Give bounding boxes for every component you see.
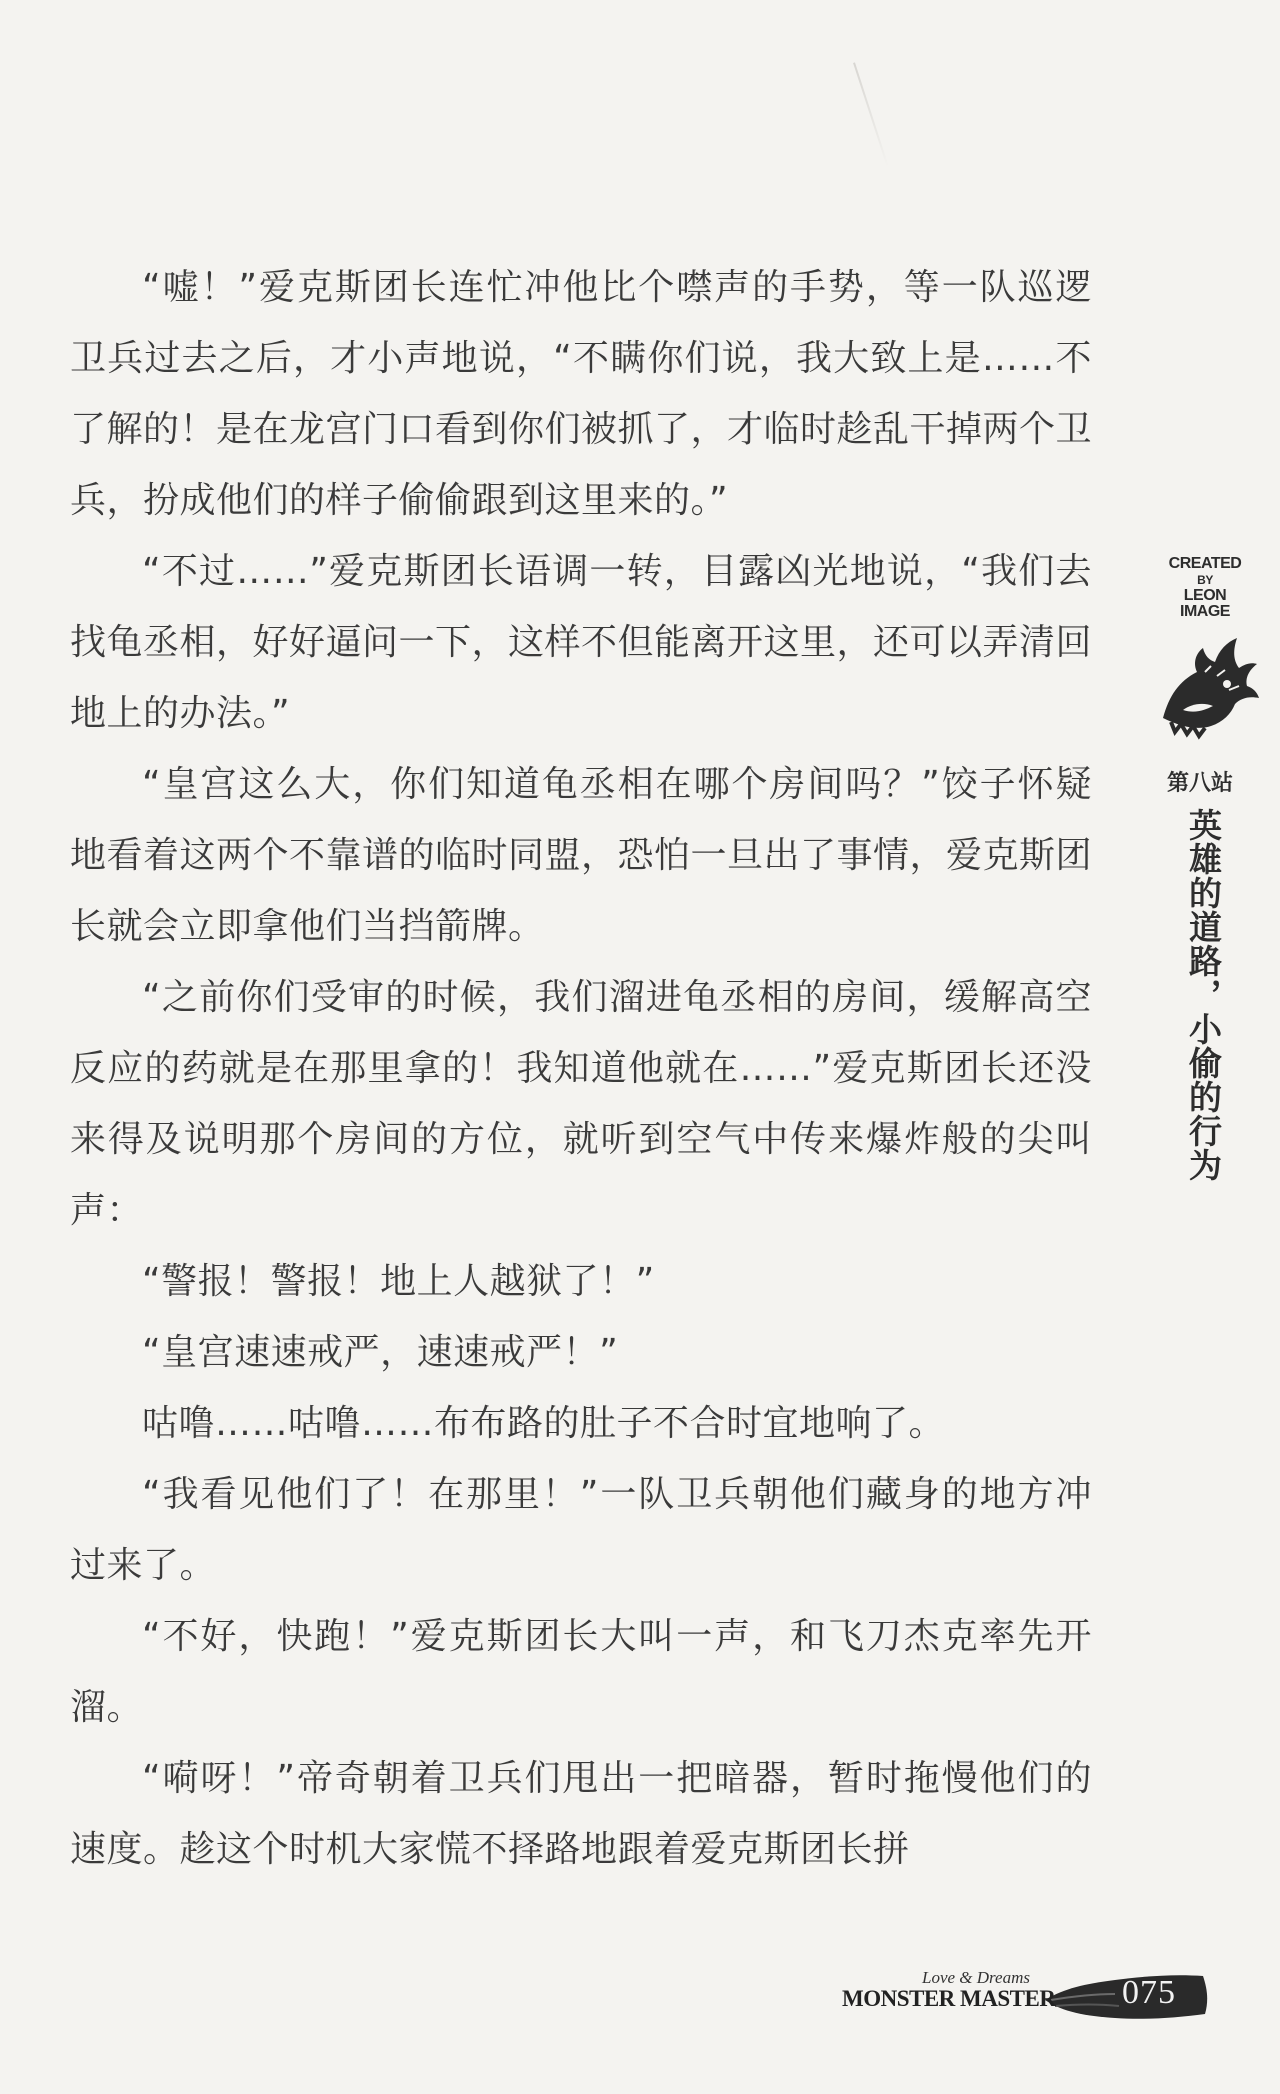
page-footer [830,1960,1210,2030]
publisher-logo [1135,556,1275,746]
logo-wordmark [1135,556,1275,620]
paragraph: “警报！警报！地上人越狱了！” [142,1261,655,1302]
chapter-label: 第八站 [1166,771,1233,796]
paper-crease [853,62,889,167]
paragraph: “皇宫速速戒严，速速戒严！” [142,1332,619,1373]
paragraph: 咕噜……咕噜……布布路的肚子不合时宜地响了。 [142,1403,946,1444]
paragraph: “不好，快跑！”爱克斯团长大叫一声，和飞刀杰克率先开溜。 [70,1616,1092,1728]
logo-line: CREATED [1168,555,1242,572]
paragraph: “嘘！”爱克斯团长连忙冲他比个噤声的手势，等一队巡逻卫兵过去之后，才小声地说，“不瞒你们说，我大致上是……不了解的！是在龙宫门口看到你们被抓了，才临时趁乱干掉两个卫兵，扮成他们的样子偷偷跟到这里来的。” [70,267,1093,521]
page-number: 075 [1122,1974,1176,2011]
paragraph: “之前你们受审的时候，我们溜进龟丞相的房间，缓解高空反应的药就是在那里拿的！我知道他就在……”爱克斯团长还没来得及说明那个房间的方位，就听到空气中传来爆炸般的尖叫声： [70,977,1092,1231]
paragraph: “不过……”爱克斯团长语调一转，目露凶光地说，“我们去找龟丞相，好好逼问一下，这样不但能离开这里，还可以弄清回地上的办法。” [70,551,1093,734]
paragraph: “我看见他们了！在那里！”一队卫兵朝他们藏身的地方冲过来了。 [70,1474,1092,1586]
paragraph: “皇宫这么大，你们知道龟丞相在哪个房间吗？”饺子怀疑地看着这两个不靠谱的临时同盟，恐怕一旦出了事情，爱克斯团长就会立即拿他们当挡箭牌。 [70,764,1093,947]
body-text [70,252,1092,1885]
logo-line: BY [1197,573,1213,587]
paragraph: “嗬呀！”帝奇朝着卫兵们甩出一把暗器，暂时拖慢他们的速度。趁这个时机大家慌不择路地跟着爱克斯团长拼 [70,1758,1092,1870]
series-subtitle: Love & Dreams [922,1968,1030,1987]
series-title: MONSTER MASTER [842,1986,1056,2011]
dragon-head-icon [1145,626,1265,746]
chapter-title: 英雄的道路，小偷的行为 [1184,808,1223,1182]
logo-line: IMAGE [1180,603,1230,620]
logo-line: LEON [1183,587,1227,604]
